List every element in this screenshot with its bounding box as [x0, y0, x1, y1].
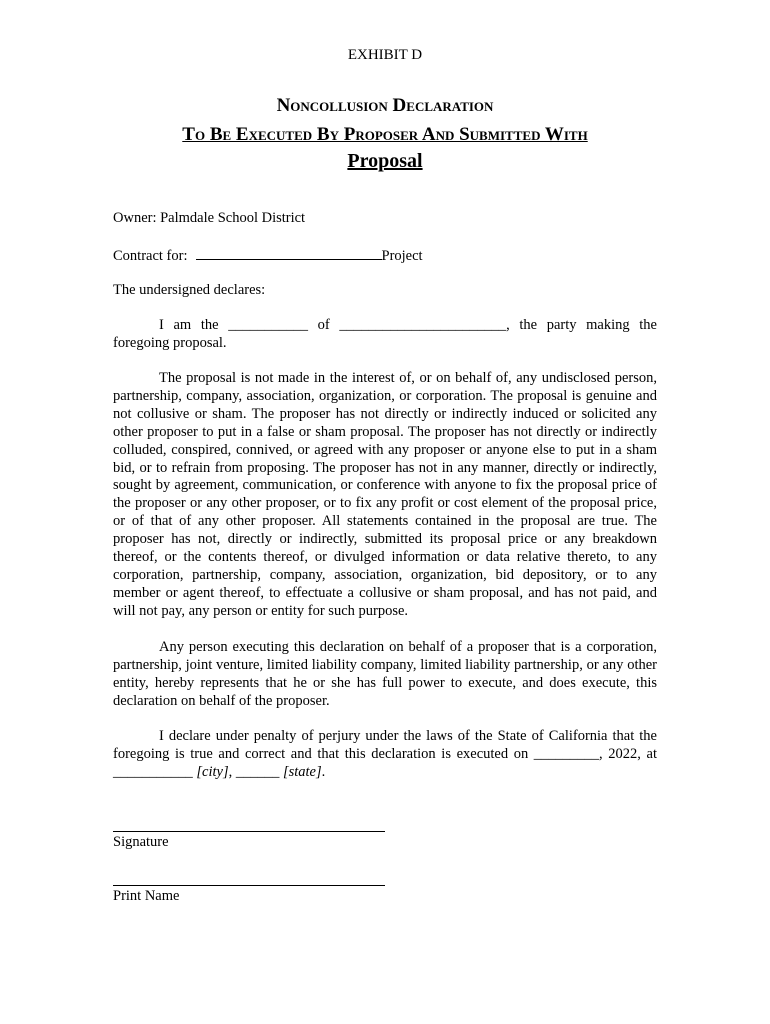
title-line-2: To Be Executed By Proposer And Submitted With — [182, 124, 588, 145]
perjury-main-text: I declare under penalty of perjury under the laws of the State of California that the foregoing is true and correct and that this declaration is executed on _________, 2022, at ___________ — [113, 728, 657, 780]
contract-suffix: Project — [381, 248, 423, 264]
declares-line: The undersigned declares: — [113, 282, 266, 298]
perjury-separator: , ______ — [228, 763, 283, 780]
signature-label: Signature — [113, 834, 169, 850]
print-name-line[interactable] — [113, 885, 385, 886]
city-placeholder: [city] — [196, 763, 229, 780]
exhibit-label: EXHIBIT D — [347, 47, 423, 63]
title-line-1: Noncollusion Declaration — [276, 95, 494, 116]
paragraph-party: I am the ___________ of _______________________, the party making the foregoing proposal. — [113, 317, 657, 351]
paragraph-noncollusion: The proposal is not made in the interest of, or on behalf of, any undisclosed person, partnership, company, association, organization, or corporation. The proposal is genuine and not collusive or sham. The proposer has not directly or indirectly induced or solicited any other proposer to put in a false or sham proposal. The proposer has not directly or indirectly colluded, conspired, connived, or agreed with any proposer or anyone else to put in a sham bid, or to refrain from proposing. The proposer has not in any manner, directly or indirectly, sought by agreement, communication, or conference with anyone to fix the proposal price of the proposer or any other proposer, or to fix any profit or cost element of the proposal price, or of that of any other proposer. All statements contained in the proposal are true. The proposer has not, directly or indirectly, submitted its proposal price or any breakdown thereof, or the contents thereof, or divulged information or data relative thereto, to any corporation, partnership, company, association, organization, bid depository, or to any member or agent thereof, to effectuate a collusive or sham proposal, and has not paid, and will not pay, any person or entity for such purpose. — [113, 370, 657, 619]
paragraph-authority: Any person executing this declaration on behalf of a proposer that is a corporation, partnership, joint venture, limited liability company, limited liability partnership, or any other entity, hereby represents that he or she has full power to execute, and does execute, this declaration on behalf of the proposer. — [113, 639, 657, 709]
contract-line — [113, 245, 423, 265]
contract-label: Contract for: — [113, 248, 188, 264]
paragraph-perjury — [113, 728, 657, 782]
print-name-label: Print Name — [113, 888, 180, 904]
contract-blank-field[interactable] — [196, 245, 382, 260]
perjury-end: . — [321, 763, 326, 780]
signature-line[interactable] — [113, 831, 385, 832]
state-placeholder: [state] — [282, 763, 322, 780]
title-line-3: Proposal — [347, 150, 423, 172]
owner-line: Owner: Palmdale School District — [113, 210, 306, 226]
